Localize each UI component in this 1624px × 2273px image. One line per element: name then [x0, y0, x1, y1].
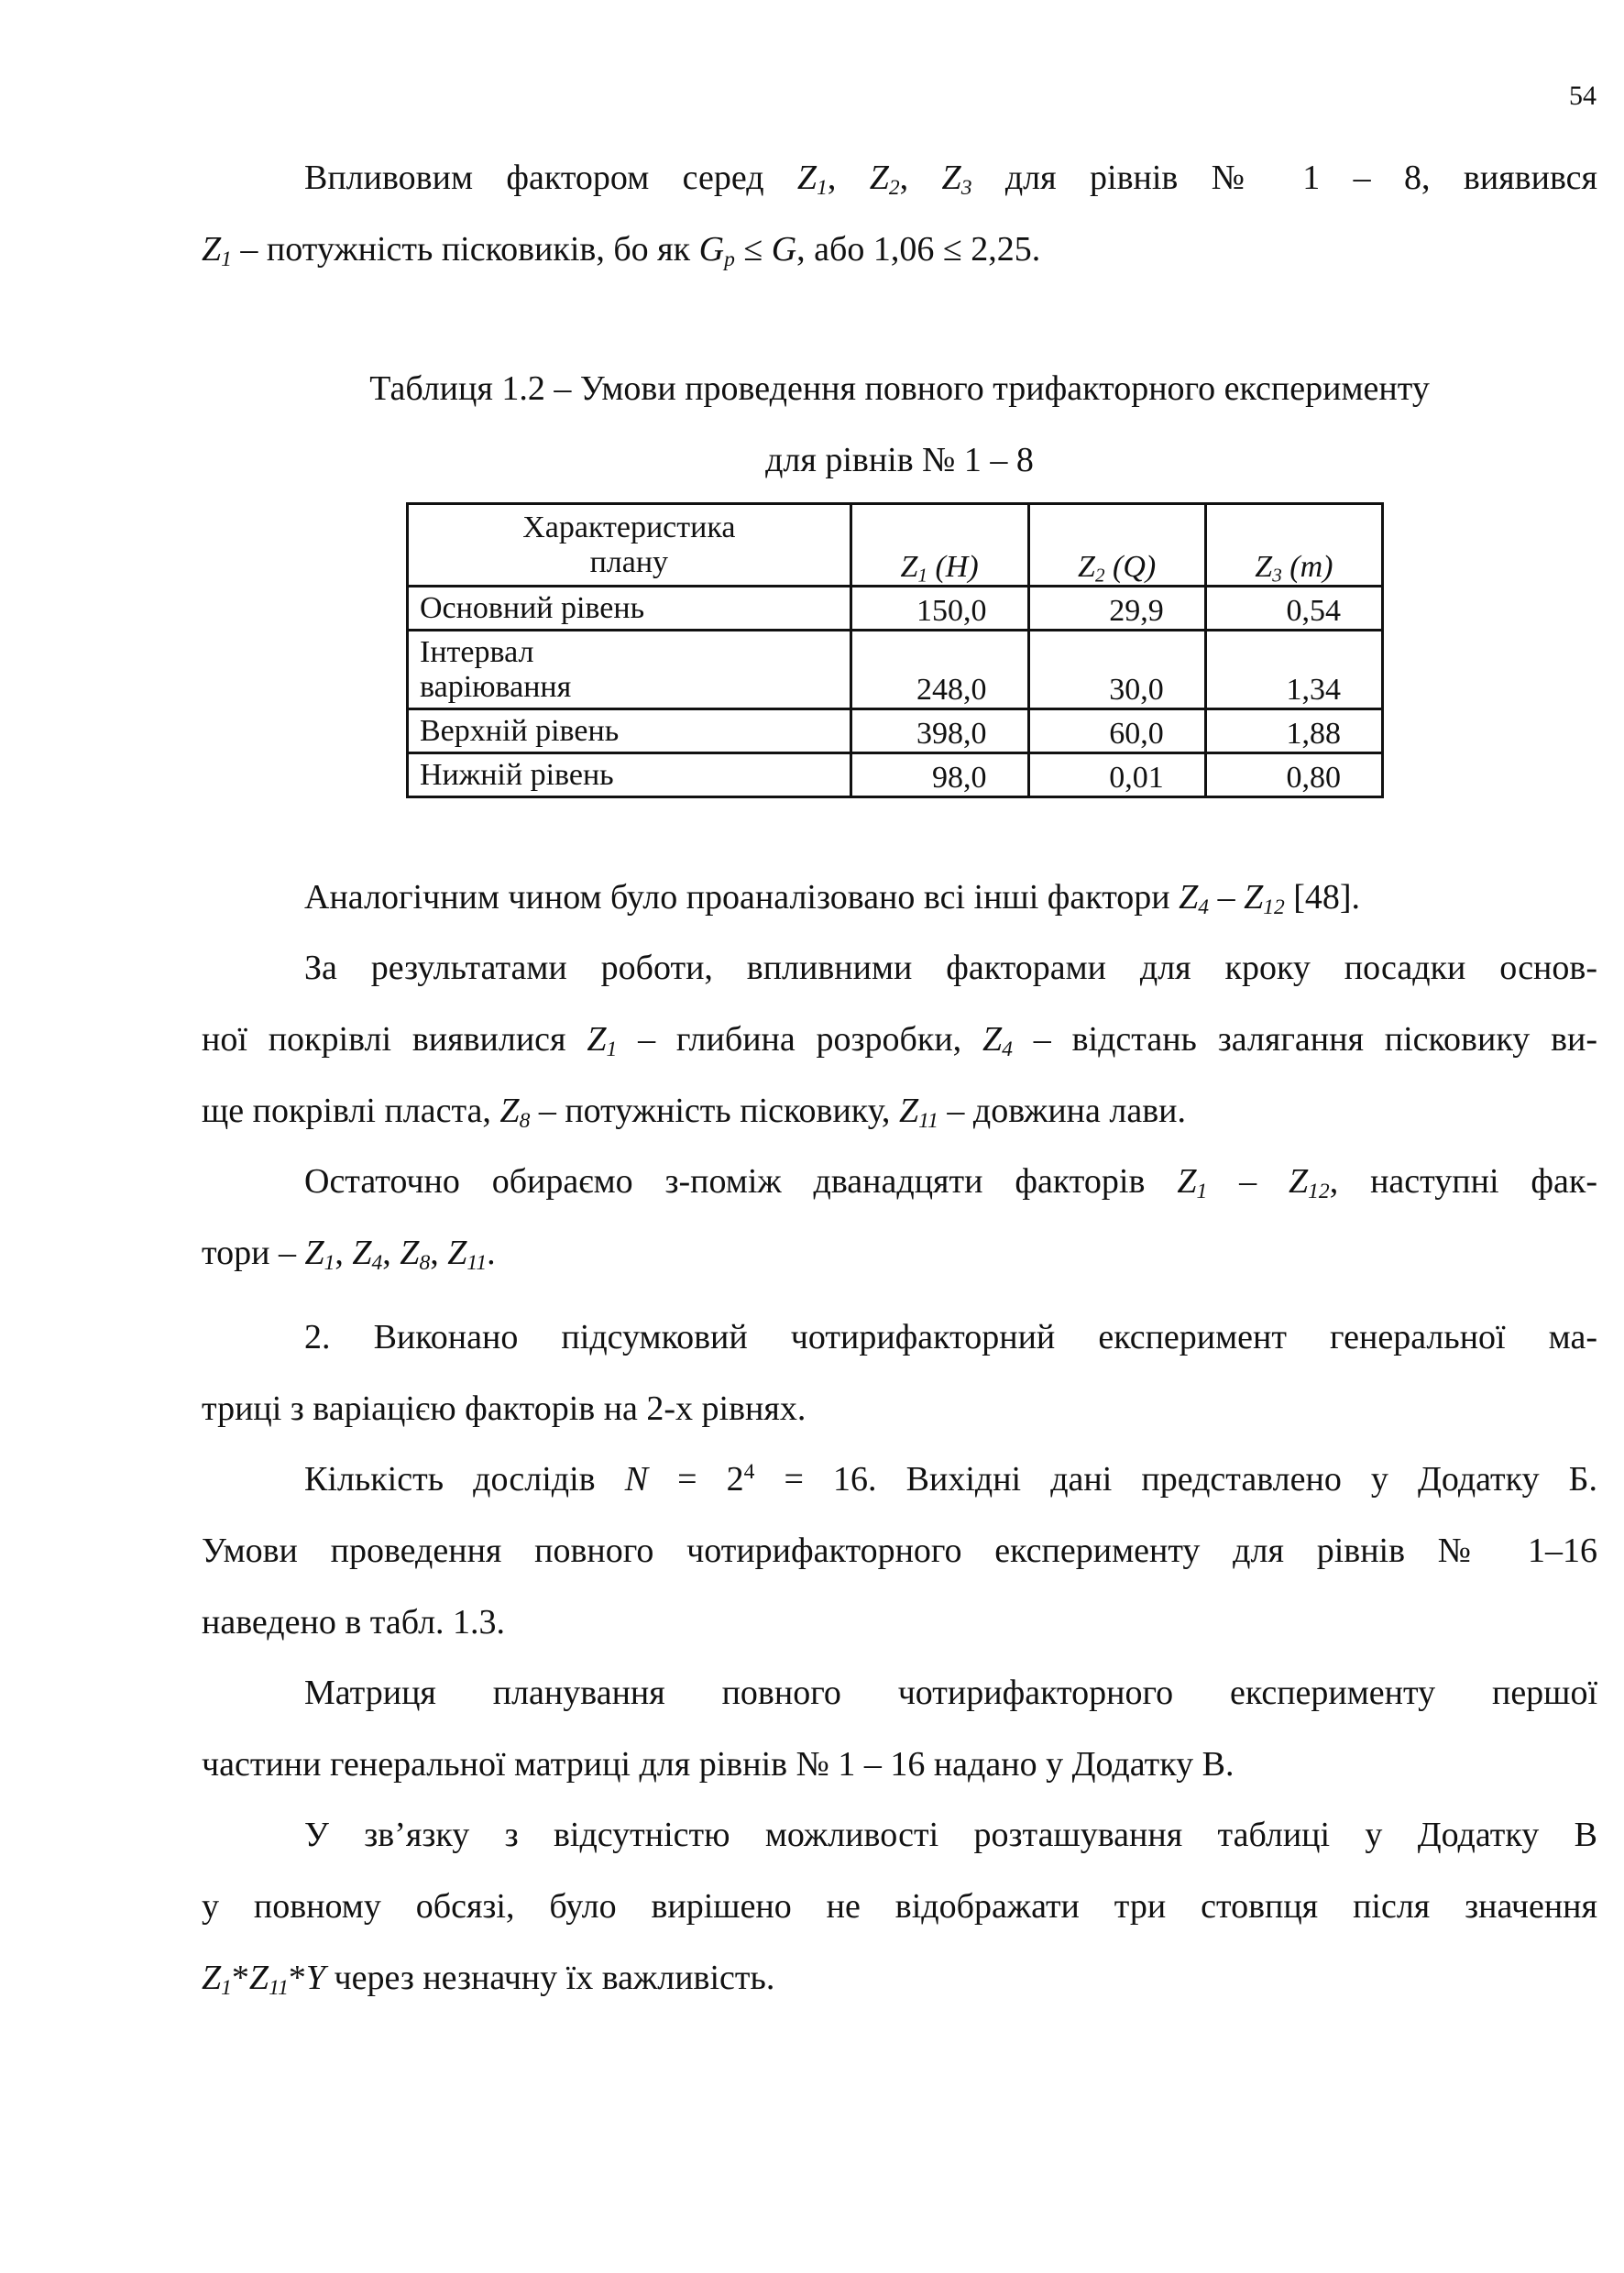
cell-z3: 0,80	[1205, 753, 1382, 797]
paragraph-1-line-2: $Z_1$ – потужність пісковиків, бо як $G_p \le G$, або 1,06 ≤ 2,25.	[202, 230, 1041, 271]
paragraph-6-line-1: Кількість дослідів $N = 2^4 = 16$. Вихідні дані представлено у Додатку Б.	[304, 1460, 1597, 1499]
header-z2: $Z_2$ (Q)	[1028, 504, 1205, 587]
cell-z2: 29,9	[1028, 587, 1205, 631]
paragraph-5-line-1: 2. Виконано підсумковий чотирифакторний експеримент генеральної ма-	[304, 1318, 1597, 1356]
paragraph-2	[202, 862, 1597, 933]
paragraph-7-line-1: Матриця планування повного чотирифакторного експерименту першої	[304, 1674, 1597, 1712]
cell-z3: 1,88	[1205, 709, 1382, 753]
paragraph-7	[202, 1657, 1597, 1800]
table-caption-line-1: Таблиця 1.2 – Умови проведення повного трифакторного експерименту	[369, 369, 1430, 408]
row-label: Основний рівень	[408, 587, 851, 631]
cell-z2: 0,01	[1028, 753, 1205, 797]
cell-z1: 248,0	[850, 631, 1028, 709]
paragraph-8	[202, 1799, 1597, 2014]
paragraph-6	[202, 1444, 1597, 1658]
paragraph-3-line-1: За результатами роботи, впливними факторами для кроку посадки основ-	[304, 949, 1597, 987]
header-z1: $Z_1$ (H)	[850, 504, 1028, 587]
paragraph-8-line-1: У зв’язку з відсутністю можливості розташування таблиці у Додатку В	[304, 1816, 1597, 1854]
header-plan-characteristic: Характеристика плану	[408, 504, 851, 587]
header-z3: $Z_3$ (m)	[1205, 504, 1382, 587]
table-row	[408, 709, 1383, 753]
row-label: Верхній рівень	[408, 709, 851, 753]
paragraph-4	[202, 1146, 1597, 1289]
cell-z2: 30,0	[1028, 631, 1205, 709]
table-row	[408, 631, 1383, 709]
cell-z1: 150,0	[850, 587, 1028, 631]
row-label: Інтервал варіювання	[408, 631, 851, 709]
paragraph-3-line-3: ще покрівлі пласта, $Z_8$ – потужність пісковику, $Z_{11}$ – довжина лави.	[202, 1092, 1186, 1133]
table-row	[408, 753, 1383, 797]
paragraph-5-line-2: триці з варіацією факторів на 2-х рівнях.	[202, 1389, 807, 1428]
paragraph-3	[202, 932, 1597, 1147]
paragraph-6-line-2: Умови проведення повного чотирифакторного експерименту для рівнів № 1–16	[202, 1532, 1597, 1570]
paragraph-6-line-3: наведено в табл. 1.3.	[202, 1603, 506, 1642]
paragraph-2-line-1: Аналогічним чином було проаналізовано всі інші фактори $Z_4 - Z_{12}$ [48].	[304, 878, 1361, 919]
cell-z3: 1,34	[1205, 631, 1382, 709]
paragraph-4-line-2: тори – $Z_1$, $Z_4$, $Z_8$, $Z_{11}$.	[202, 1234, 496, 1275]
paragraph-5	[202, 1301, 1597, 1444]
cell-z1: 398,0	[850, 709, 1028, 753]
paragraph-3-line-2: ної покрівлі виявилися $Z_1$ – глибина розробки, $Z_4$ – відстань залягання пісковику ви-	[202, 1020, 1598, 1061]
table-caption	[202, 353, 1597, 496]
paragraph-8-line-3: $Z_1*Z_{11}*Y$ через незначну їх важливість.	[202, 1959, 775, 2000]
paragraph-4-line-1: Остаточно обираємо з-поміж дванадцяти факторів $Z_1 - Z_{12}$, наступні фак-	[304, 1162, 1597, 1203]
table-caption-line-2: для рівнів № 1 – 8	[765, 441, 1034, 479]
conditions-table	[406, 502, 1384, 798]
paragraph-1-line-1: Впливовим фактором серед $Z_1$, $Z_2$, $Z_3$ для рівнів № 1 – 8, виявився	[304, 159, 1598, 200]
table-header-row	[408, 504, 1383, 587]
paragraph-8-line-2: у повному обсязі, було вирішено не відображати три стовпця після значення	[202, 1887, 1597, 1926]
paragraph-1	[202, 142, 1597, 285]
page-number: 54	[1569, 81, 1597, 111]
table-row	[408, 587, 1383, 631]
row-label: Нижній рівень	[408, 753, 851, 797]
cell-z2: 60,0	[1028, 709, 1205, 753]
paragraph-7-line-2: частини генеральної матриці для рівнів № 1 – 16 надано у Додатку В.	[202, 1745, 1234, 1784]
cell-z3: 0,54	[1205, 587, 1382, 631]
cell-z1: 98,0	[850, 753, 1028, 797]
